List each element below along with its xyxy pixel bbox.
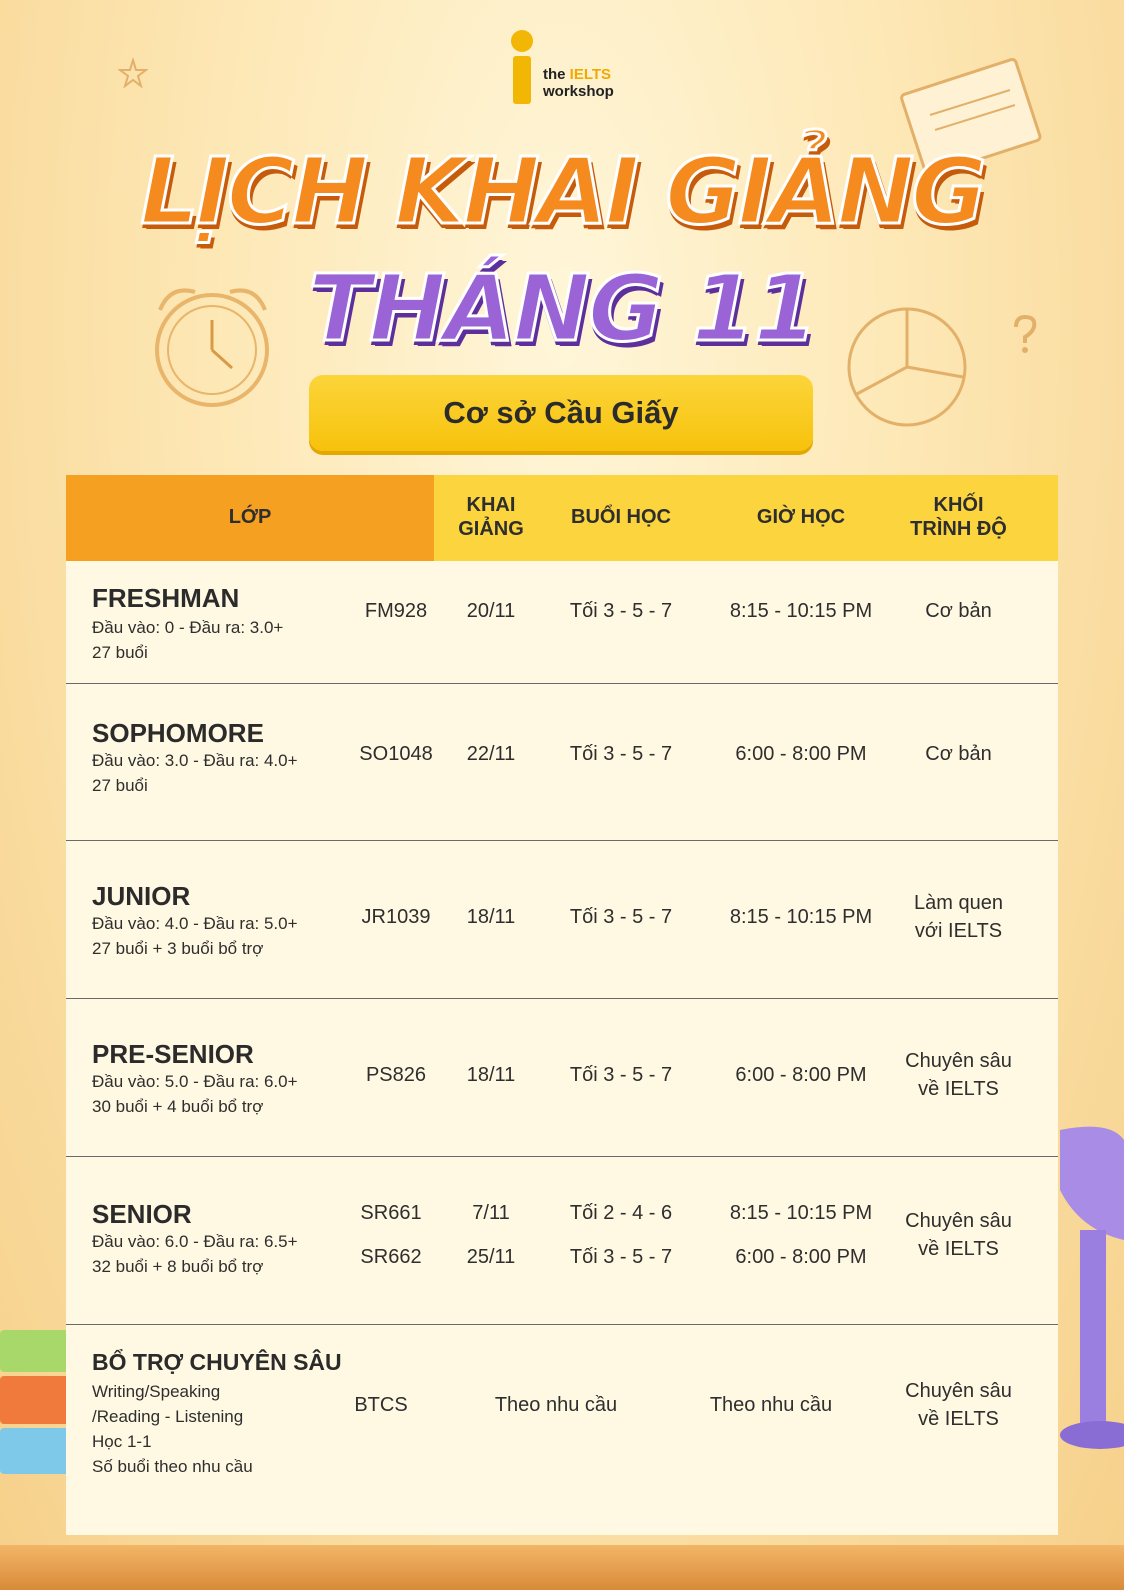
time: 8:15 - 10:15 PM <box>729 906 873 928</box>
class-name: SENIOR <box>92 1199 192 1229</box>
class-code: SO1048 <box>359 743 433 765</box>
time: Theo nhu cầu <box>709 1394 833 1416</box>
logo-i-icon <box>505 30 537 104</box>
header-level: KHỐI TRÌNH ĐỘ <box>910 494 1007 540</box>
start-date: 22/11 <box>466 743 516 765</box>
level: Cơ bản <box>925 743 992 765</box>
start-date: 7/11 <box>472 1202 510 1224</box>
class-code: BTCS <box>354 1394 408 1416</box>
header-time: GIỜ HỌC <box>756 506 846 528</box>
class-name: JUNIOR <box>92 881 191 911</box>
doodle-star-icon <box>118 58 148 88</box>
start-session: Theo nhu cầu <box>494 1394 618 1416</box>
start-date-b: 25/11 <box>466 1246 516 1268</box>
time: 6:00 - 8:00 PM <box>735 743 867 765</box>
table-row <box>66 1324 1058 1536</box>
location-badge: Cơ sở Cầu Giấy <box>309 375 813 451</box>
class-name: FRESHMAN <box>92 583 240 613</box>
books-icon <box>0 1320 70 1490</box>
table-row <box>66 561 1058 683</box>
page-subtitle: THÁNG 11 <box>308 255 816 362</box>
schedule-table <box>66 475 1058 1535</box>
table-row <box>66 840 1058 999</box>
class-code: FM928 <box>364 600 428 622</box>
session: Tối 3 - 5 - 7 <box>569 600 673 622</box>
class-name: PRE-SENIOR <box>92 1039 254 1069</box>
class-desc: Đầu vào: 3.0 - Đầu ra: 4.0+ 27 buổi <box>92 751 298 795</box>
class-name: SOPHOMORE <box>92 718 264 748</box>
level: Chuyên sâu về IELTS <box>905 1380 1012 1430</box>
start-date: 18/11 <box>466 906 516 928</box>
table-header <box>66 475 1058 561</box>
logo-workshop: workshop <box>543 83 614 100</box>
brand-logo <box>505 30 614 104</box>
table-row <box>66 998 1058 1157</box>
class-desc: Đầu vào: 4.0 - Đầu ra: 5.0+ 27 buổi + 3 buổi bổ trợ <box>92 914 298 958</box>
class-desc: Đầu vào: 0 - Đầu ra: 3.0+ 27 buổi <box>92 618 284 662</box>
session: Tối 3 - 5 - 7 <box>569 743 673 765</box>
session-b: Tối 3 - 5 - 7 <box>569 1246 673 1268</box>
class-desc: Đầu vào: 6.0 - Đầu ra: 6.5+ 32 buổi + 8 buổi bổ trợ <box>92 1232 298 1276</box>
time-b: 6:00 - 8:00 PM <box>735 1246 867 1268</box>
time: 8:15 - 10:15 PM <box>729 1202 873 1224</box>
time: 6:00 - 8:00 PM <box>735 1064 867 1086</box>
desk-shelf <box>0 1545 1124 1590</box>
start-date: 18/11 <box>466 1064 516 1086</box>
table-row <box>66 683 1058 841</box>
class-code-b: SR662 <box>360 1246 422 1268</box>
class-name: BỔ TRỢ CHUYÊN SÂU <box>92 1349 342 1375</box>
header-class: LỚP <box>228 506 272 528</box>
class-code: PS826 <box>365 1064 427 1086</box>
level: Làm quen với IELTS <box>914 892 1003 942</box>
time: 8:15 - 10:15 PM <box>729 600 873 622</box>
header-session: BUỔI HỌC <box>571 506 671 528</box>
session: Tối 3 - 5 - 7 <box>569 906 673 928</box>
page-title: LỊCH KHAI GIẢNG <box>140 138 984 245</box>
level: Chuyên sâu về IELTS <box>905 1050 1012 1100</box>
header-start: KHAI GIẢNG <box>458 494 524 540</box>
level: Cơ bản <box>925 600 992 622</box>
session: Tối 2 - 4 - 6 <box>569 1202 673 1224</box>
start-date: 20/11 <box>466 600 516 622</box>
logo-ielts: IELTS <box>569 66 612 83</box>
class-code: SR661 <box>360 1202 422 1224</box>
session: Tối 3 - 5 - 7 <box>569 1064 673 1086</box>
class-desc: Writing/Speaking /Reading - Listening Học 1-1 Số buổi theo nhu cầu <box>92 1382 253 1476</box>
class-code: JR1039 <box>361 906 431 928</box>
logo-the: the <box>543 66 570 83</box>
table-row <box>66 1156 1058 1325</box>
class-desc: Đầu vào: 5.0 - Đầu ra: 6.0+ 30 buổi + 4 buổi bổ trợ <box>92 1072 298 1116</box>
level: Chuyên sâu về IELTS <box>905 1210 1012 1260</box>
